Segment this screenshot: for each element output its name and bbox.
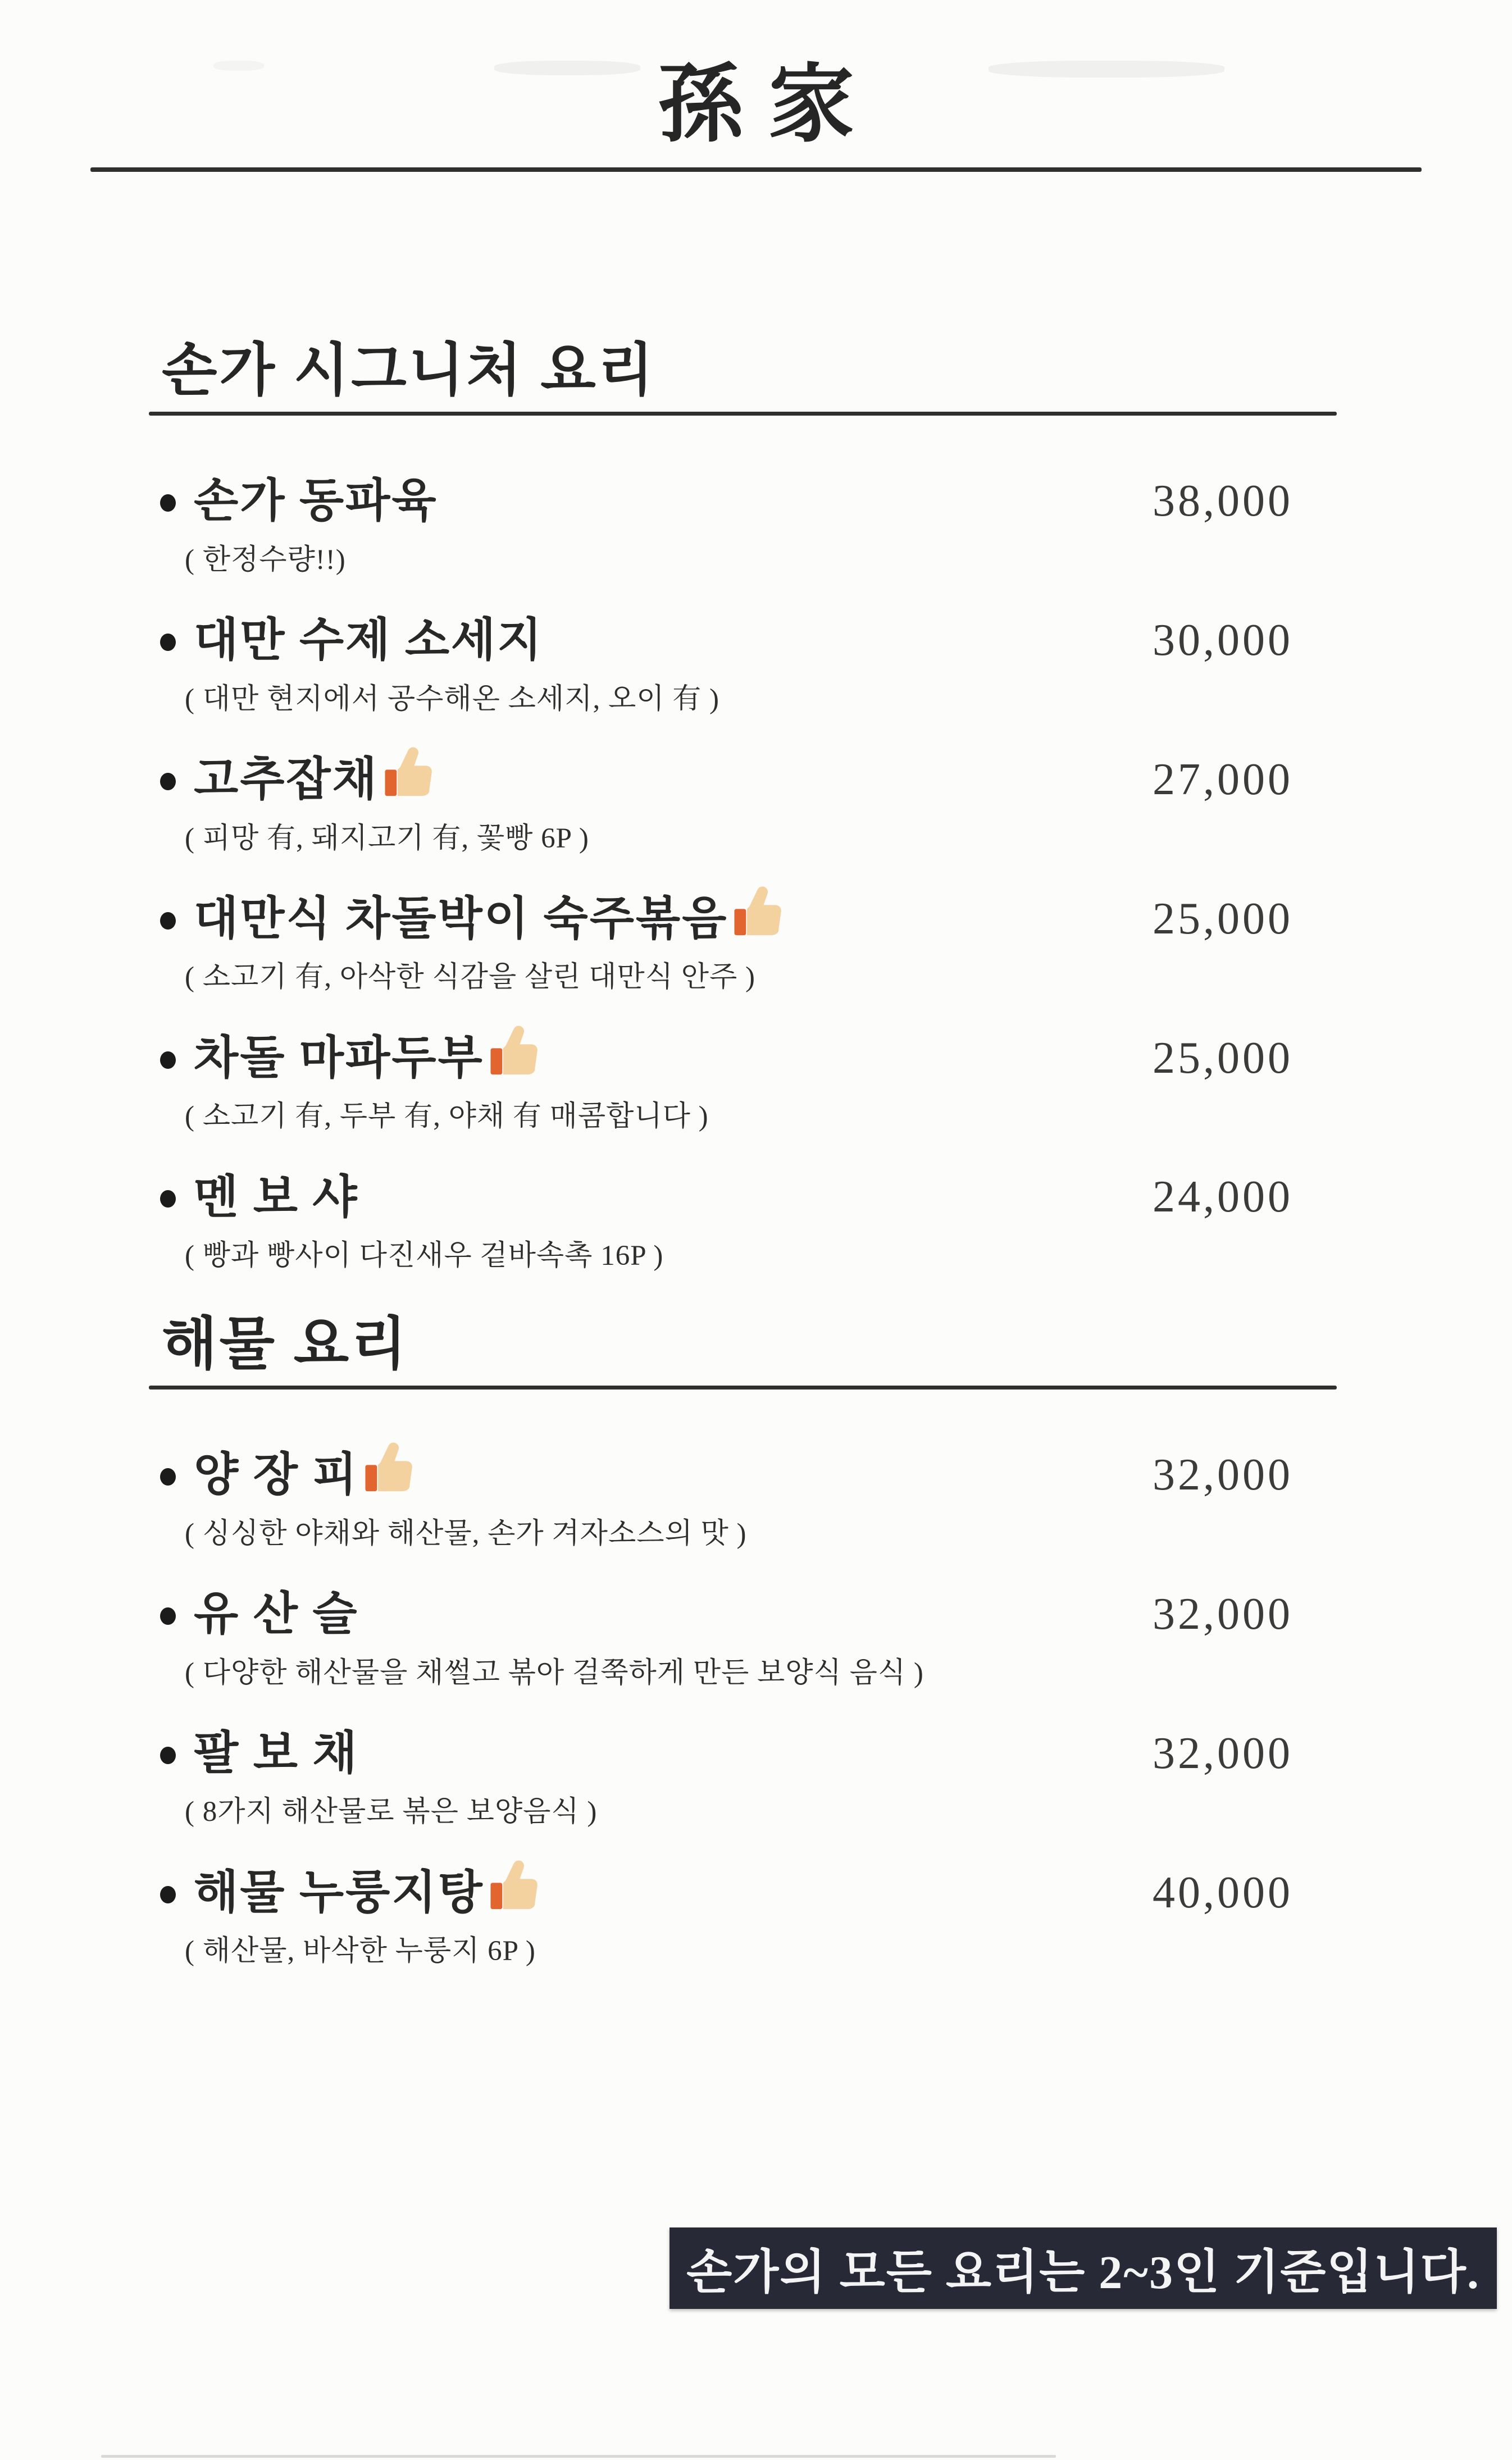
bullet-icon [160, 912, 176, 930]
item-price: 25,000 [1153, 1033, 1293, 1083]
item-price: 38,000 [1153, 476, 1293, 526]
bullet-icon [160, 1886, 176, 1903]
item-name: 차돌 마파두부 [194, 1032, 484, 1083]
menu-item-main [160, 1866, 1293, 1920]
section-underline [149, 412, 1337, 416]
item-description: ( 싱싱한 야채와 해산물, 손가 겨자소스의 맛 ) [185, 1518, 747, 1550]
section-items [0, 474, 1512, 1274]
menu-item-main [160, 892, 1293, 946]
menu-page [0, 58, 1512, 2460]
bullet-icon [160, 634, 176, 651]
item-description: ( 8가지 해산물로 볶은 보양음식 ) [185, 1796, 598, 1828]
restaurant-title: 孫家 [658, 58, 880, 152]
item-price: 32,000 [1153, 1728, 1293, 1778]
bullet-icon [160, 494, 176, 512]
menu-item-main [160, 1448, 1293, 1502]
item-description: ( 피망 有, 돼지고기 有, 꽃빵 6P ) [185, 822, 589, 854]
menu-item [0, 1448, 1512, 1551]
item-price: 30,000 [1153, 615, 1293, 665]
menu-item-main [160, 1726, 1293, 1781]
thumbs-up-icon [489, 1024, 547, 1082]
scan-artifact [213, 61, 264, 71]
title-underline [90, 167, 1422, 172]
bullet-icon [160, 1747, 176, 1764]
menu-item [0, 1726, 1512, 1830]
item-description: ( 소고기 有, 아삭한 식감을 살린 대만식 안주 ) [185, 962, 755, 994]
section-underline [149, 1386, 1337, 1390]
menu-item-main [160, 613, 1293, 668]
item-price: 25,000 [1153, 894, 1293, 944]
menu-item [0, 613, 1512, 717]
bullet-icon [160, 773, 176, 790]
menu-item [0, 1587, 1512, 1691]
thumbs-up-icon [732, 885, 791, 943]
scan-artifact [989, 61, 1224, 78]
menu-section [0, 338, 1512, 1274]
bullet-icon [160, 1051, 176, 1069]
section-items [0, 1448, 1512, 1969]
item-description: ( 소고기 有, 두부 有, 야채 有 매콤합니다 ) [185, 1101, 709, 1133]
item-name: 유 산 슬 [194, 1588, 359, 1639]
bullet-icon [160, 1190, 176, 1208]
notice-text: 손가의 모든 요리는 2~3인 기준입니다. [686, 2247, 1480, 2299]
item-name: 대만 수제 소세지 [194, 614, 544, 666]
scan-artifact [101, 2455, 1056, 2458]
item-description: ( 해산물, 바삭한 누룽지 6P ) [185, 1935, 536, 1967]
menu-item [0, 753, 1512, 856]
menu-item [0, 474, 1512, 577]
section-title: 손가 시그니처 요리 [162, 339, 656, 403]
bullet-icon [160, 1468, 176, 1486]
menu-item-main [160, 1170, 1293, 1225]
item-name: 팔 보 채 [194, 1727, 359, 1779]
item-name: 멘 보 샤 [194, 1171, 359, 1223]
menu-sections [0, 338, 1512, 1969]
menu-item [0, 1031, 1512, 1135]
bullet-icon [160, 1607, 176, 1625]
item-description: ( 한정수량!!) [185, 544, 346, 576]
item-description: ( 다양한 해산물을 채썰고 볶아 걸쭉하게 만든 보양식 음식 ) [185, 1657, 924, 1689]
item-price: 40,000 [1153, 1867, 1293, 1917]
item-name: 고추잡채 [194, 753, 379, 805]
item-name: 손가 동파육 [194, 475, 438, 526]
item-name: 해물 누룽지탕 [194, 1866, 484, 1918]
thumbs-up-icon [383, 745, 441, 804]
item-price: 32,000 [1153, 1450, 1293, 1500]
thumbs-up-icon [489, 1858, 547, 1917]
menu-item [0, 892, 1512, 995]
section-title: 해물 요리 [162, 1313, 409, 1377]
item-name: 대만식 차돌박이 숙주볶음 [194, 892, 728, 944]
item-price: 32,000 [1153, 1589, 1293, 1639]
item-name: 양 장 피 [194, 1448, 359, 1500]
menu-section [0, 1312, 1512, 1969]
menu-item-main [160, 1587, 1293, 1642]
item-description: ( 빵과 빵사이 다진새우 겉바속촉 16P ) [185, 1240, 664, 1272]
item-price: 27,000 [1153, 754, 1293, 804]
notice-banner [670, 2227, 1497, 2309]
menu-item-main [160, 1031, 1293, 1086]
scan-artifact [494, 61, 640, 75]
menu-item-main [160, 753, 1293, 807]
item-price: 24,000 [1153, 1172, 1293, 1222]
item-description: ( 대만 현지에서 공수해온 소세지, 오이 有 ) [185, 683, 719, 715]
menu-item-main [160, 474, 1293, 529]
menu-item [0, 1170, 1512, 1274]
thumbs-up-icon [363, 1441, 422, 1499]
menu-item [0, 1866, 1512, 1969]
